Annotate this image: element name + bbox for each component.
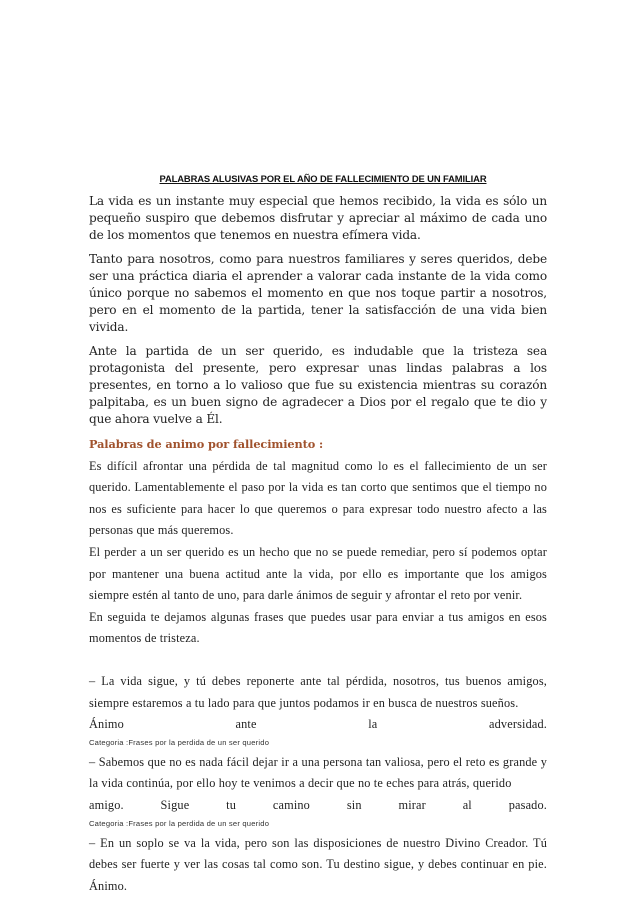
quote-2-last-line: amigo. Sigue tu camino sin mirar al pasado. [89, 797, 547, 812]
document-title: PALABRAS ALUSIVAS POR EL AÑO DE FALLECIMIENTO DE UN FAMILIAR [159, 173, 487, 184]
body-paragraph-2: El perder a un ser querido es un hecho que no se puede remediar, pero sí podemos optar por mantener una buena actitud ante la vida, por ello es importante que los amigos siempre estén al tanto de uno, para darle ánimos de seguir y afrontar el reto por venir. [89, 545, 547, 603]
spacer [89, 650, 547, 671]
quote-2-text: – Sabemos que no es nada fácil dejar ir a una persona tan valiosa, pero el reto es grande y la vida continúa, por ello hoy te venimos a decir que no te eches para atrás, querido [89, 754, 547, 791]
quote-2-category: Categoria :Frases por la perdida de un ser querido [89, 818, 270, 828]
document-content [89, 173, 547, 897]
quote-1-category: Categoria :Frases por la perdida de un ser querido [89, 737, 270, 747]
intro-paragraph-2: Tanto para nosotros, como para nuestros familiares y seres queridos, debe ser una práctica diaria el aprender a valorar cada instante de la vida como único porque no sabemos el momento en que nos toque partir a nosotros, pero en el momento de la partida, tener la satisfacción de una vida bien vivida. [89, 251, 547, 335]
quote-1-last-line: Ánimo ante la adversidad. [89, 717, 547, 732]
quote-2 [89, 752, 547, 817]
section-subheading: Palabras de animo por fallecimiento : [89, 436, 324, 451]
quote-3: – En un soplo se va la vida, pero son las disposiciones de nuestro Divino Creador. Tú debes ser fuerte y ver las cosas tal como son. Tu destino sigue, y debes continuar en pie. Ánimo. [89, 835, 547, 893]
intro-paragraph-1: La vida es un instante muy especial que hemos recibido, la vida es sólo un pequeño suspiro que debemos disfrutar y apreciar al máximo de cada uno de los momentos que tenemos en nuestra efímera vida. [89, 194, 547, 243]
body-paragraph-3: En seguida te dejamos algunas frases que puedes usar para enviar a tus amigos en esos momentos de tristeza. [89, 609, 547, 646]
body-paragraph-1: Es difícil afrontar una pérdida de tal magnitud como lo es el fallecimiento de un ser querido. Lamentablemente el paso por la vida es tan corto que sentimos que el tiempo no nos es suficiente para hacer lo que queremos o para expresar todo nuestro afecto a las personas que más queremos. [89, 458, 547, 538]
quote-1-text: – La vida sigue, y tú debes reponerte ante tal pérdida, nosotros, tus buenos amigos, siempre estaremos a tu lado para que juntos podamos ir en busca de nuestros sueños. [89, 673, 547, 710]
quote-1 [89, 671, 547, 736]
intro-paragraph-3: Ante la partida de un ser querido, es indudable que la tristeza sea protagonista del presente, pero expresar unas lindas palabras a los presentes, en torno a lo valioso que fue su existencia mientras su corazón palpitaba, es un buen signo de agradecer a Dios por el regalo que te dio y que ahora vuelve a Él. [89, 343, 547, 427]
